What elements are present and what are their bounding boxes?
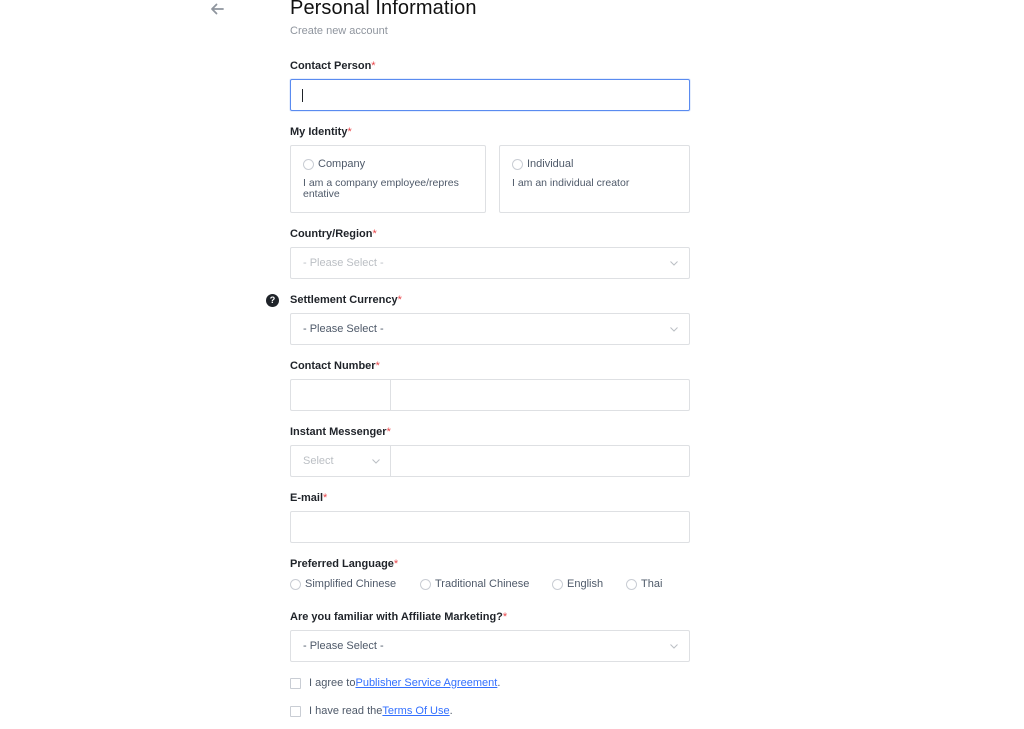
- chevron-down-icon: [669, 324, 679, 334]
- identity-option-company[interactable]: [290, 145, 486, 213]
- terms-of-use-checkbox[interactable]: [290, 706, 301, 717]
- country-region-select[interactable]: [290, 247, 690, 279]
- individual-description: I am an individual creator: [512, 177, 630, 189]
- country-region-label: Country/Region*: [290, 228, 377, 240]
- chevron-down-icon: [371, 456, 381, 466]
- individual-radio[interactable]: [512, 159, 523, 170]
- settlement-currency-select[interactable]: [290, 313, 690, 345]
- terms-of-use-link[interactable]: Terms Of Use: [382, 705, 450, 717]
- page-title: Personal Information: [290, 0, 477, 19]
- language-option-simplified-chinese[interactable]: Simplified Chinese: [290, 578, 396, 590]
- back-arrow-icon[interactable]: [208, 0, 226, 18]
- country-region-placeholder: - Please Select -: [303, 257, 384, 269]
- chevron-down-icon: [669, 641, 679, 651]
- settlement-currency-value: - Please Select -: [303, 323, 384, 335]
- language-option-english[interactable]: English: [552, 578, 603, 590]
- phone-code-input[interactable]: [290, 379, 391, 411]
- radio-icon[interactable]: [420, 579, 431, 590]
- chevron-down-icon: [669, 258, 679, 268]
- identity-label: My Identity*: [290, 126, 352, 138]
- company-radio[interactable]: [303, 159, 314, 170]
- individual-title: Individual: [527, 158, 574, 170]
- messenger-account-input[interactable]: [390, 445, 690, 477]
- publisher-service-agreement-link[interactable]: Publisher Service Agreement: [355, 677, 498, 689]
- company-description: I am a company employee/repres entative: [303, 177, 459, 200]
- phone-number-input[interactable]: [390, 379, 690, 411]
- company-title: Company: [318, 158, 366, 170]
- radio-icon[interactable]: [552, 579, 563, 590]
- text-caret: [302, 89, 303, 102]
- instant-messenger-label: Instant Messenger*: [290, 426, 391, 438]
- affiliate-familiarity-select[interactable]: [290, 630, 690, 662]
- contact-person-input[interactable]: [290, 79, 690, 111]
- language-option-thai[interactable]: Thai: [626, 578, 662, 590]
- contact-number-label: Contact Number*: [290, 360, 380, 372]
- page-subtitle: Create new account: [290, 25, 388, 37]
- agreement-row-terms: I have read the Terms Of Use .: [290, 705, 453, 717]
- language-option-traditional-chinese[interactable]: Traditional Chinese: [420, 578, 529, 590]
- messenger-type-placeholder: Select: [303, 455, 334, 467]
- preferred-language-label: Preferred Language*: [290, 558, 399, 570]
- settlement-currency-label: Settlement Currency*: [290, 294, 402, 306]
- radio-icon[interactable]: [626, 579, 637, 590]
- email-label: E-mail*: [290, 492, 328, 504]
- agreement-row-service: I agree to Publisher Service Agreement .: [290, 677, 500, 689]
- radio-icon[interactable]: [290, 579, 301, 590]
- affiliate-familiarity-value: - Please Select -: [303, 640, 384, 652]
- affiliate-familiarity-label: Are you familiar with Affiliate Marketing?*: [290, 611, 508, 623]
- messenger-type-select[interactable]: [290, 445, 391, 477]
- identity-option-individual[interactable]: [499, 145, 690, 213]
- email-field[interactable]: [290, 511, 690, 543]
- contact-person-label: Contact Person*: [290, 60, 376, 72]
- service-agreement-checkbox[interactable]: [290, 678, 301, 689]
- question-circle-icon[interactable]: ?: [266, 294, 279, 307]
